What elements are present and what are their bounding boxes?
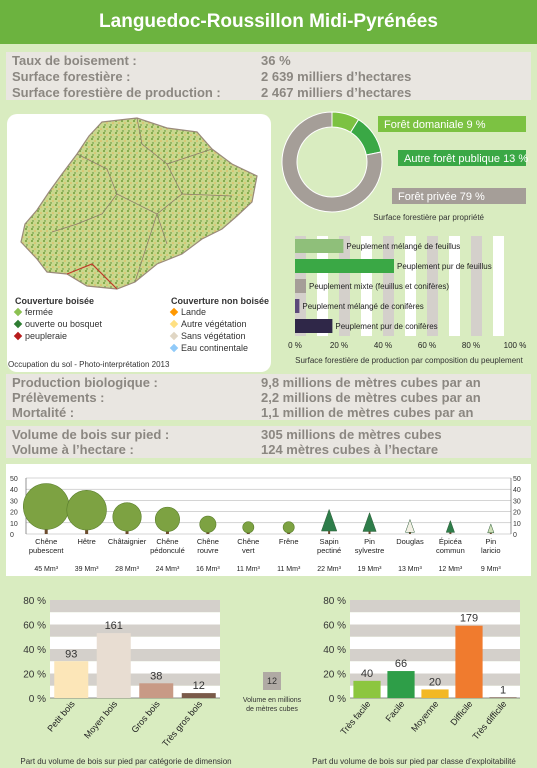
species-label: Chêne [156,537,179,546]
y-tick-label-right: 10 [513,520,521,528]
species-label: pédonculé [150,546,185,555]
species-volume-label: 12 Mm³ [438,566,463,573]
exploitability-bar-chart [296,578,532,768]
tree-conifer [363,513,376,532]
legend-nonboisee-title: Couverture non boisée [171,296,270,306]
species-label: Sapin [319,537,339,546]
bar-value-label: 40 [360,667,374,680]
composition-bar-label: Peuplement pur de feuillus [397,262,492,271]
stat-value-surface: 2 639 milliers d’hectares [261,69,412,84]
region-map-shape [7,114,271,294]
y-tick-label: 60 % [323,620,346,632]
bar-value-label: 20 [428,676,442,689]
stat-label-surface-prod: Surface forestière de production : [12,85,221,100]
stats-production-band [6,374,531,420]
species-volume-label: 45 Mm³ [34,566,59,573]
volume-legend-label: Volume en millions de mètres cubes [242,697,302,713]
y-tick-label: 80 % [323,596,346,607]
grid-stripe [471,236,482,336]
y-tick-label-left: 20 [10,509,18,517]
x-tick-label: 40 % [373,341,393,350]
tree-crown [67,490,107,530]
species-label: Chêne [237,537,260,546]
volume-legend-box: 12 [263,672,281,690]
x-tick-label: 20 % [329,341,349,350]
tree-crown [200,516,216,532]
bar-value-label: 161 [104,620,123,633]
diamond-icon [170,344,178,352]
legend-item: Sans végétation [171,330,269,342]
grid-band [350,612,520,624]
species-volume-label: 9 Mm³ [480,566,501,573]
category-label: Très facile [338,698,373,737]
category-label: Moyen bois [82,698,120,741]
composition-bar-label: Peuplement mixte (feuillus et conifères) [309,282,450,291]
category-label: Très difficile [470,698,509,742]
y-tick-label-right: 50 [513,476,521,483]
species-label: commun [435,546,465,555]
legend-item: Autre végétation [171,318,269,330]
diamond-icon [170,308,178,316]
legend-item: peupleraie [15,330,102,342]
tree-crown [23,484,69,530]
tree-crown [243,522,254,533]
bar-value-label: 12 [192,680,205,693]
donut-label: Forêt domaniale 9 % [384,119,486,131]
legend-item: fermée [15,306,102,318]
donut-caption: Surface forestière par propriété [373,213,484,222]
map-caption: Occupation du sol - Photo-interprétation 2013 [8,360,170,369]
stat-label-taux: Taux de boisement : [12,53,137,68]
grid-band [50,612,220,624]
species-label: rouvre [197,546,219,555]
species-volume-label: 39 Mm³ [74,566,99,573]
grid-band [350,637,520,649]
stat-value-volume-ha: 124 mètres cubes à l’hectare [261,442,439,457]
species-volume-label: 22 Mm³ [317,566,341,573]
y-tick-label-left: 0 [10,532,14,539]
category-label: Gros bois [129,698,162,735]
diamond-icon [170,332,178,340]
composition-bar [295,259,394,273]
y-tick-label: 0 % [28,694,46,705]
species-label: sylvestre [354,546,385,555]
composition-bar-chart [285,232,533,370]
species-label: laricio [480,546,501,555]
legend-boisee-title: Couverture boisée [15,296,95,306]
x-tick-label: 100 % [503,341,527,350]
legend-item: Eau continentale [171,342,269,354]
donut-label: Forêt privée 79 % [398,191,485,203]
species-volume-chart [6,464,531,576]
stat-value-surface-prod: 2 467 milliers d’hectares [261,85,412,100]
stat-label-production: Production biologique : [12,375,158,390]
category-label: Petit bois [45,698,77,734]
species-volume-label: 19 Mm³ [357,566,382,573]
bar-value-label: 1 [499,684,507,697]
bar-value-label: 38 [150,670,163,683]
bar [353,681,380,698]
stat-value-prelevements: 2,2 millions de mètres cubes par an [261,390,481,405]
grid-band [350,661,520,673]
diamond-icon [170,320,178,328]
stats-volume-band [6,426,531,458]
y-tick-label-left: 50 [10,476,18,483]
grid-band [350,649,520,661]
grid-band [50,625,220,637]
bar [97,633,131,698]
tree-conifer [321,509,336,531]
stat-value-mortalite: 1,1 million de mètres cubes par an [261,405,474,420]
grid-band [50,637,220,649]
bar [421,689,448,698]
species-label: Châtaignier [107,537,147,546]
grid-band [350,625,520,637]
bar [182,693,216,698]
species-label: Douglas [396,537,424,546]
legend-item: ouverte ou bosquet [15,318,102,330]
stat-label-surface: Surface forestière : [12,69,131,84]
tree-conifer [488,524,494,533]
y-tick-label: 40 % [323,645,346,656]
bar-value-label: 93 [65,648,78,661]
x-tick-label: 0 % [288,341,302,350]
bar-value-label: 66 [394,658,408,671]
chart-caption: Part du volume de bois sur pied par catégorie de dimension [20,757,232,766]
species-label: Pin [485,537,497,546]
tree-crown [283,522,294,533]
dimension-bar-chart [6,578,246,768]
y-tick-label: 40 % [23,645,46,656]
y-tick-label-left: 10 [10,520,18,528]
species-label: Hêtre [77,537,96,546]
legend-boisee [15,296,102,342]
species-volume-label: 16 Mm³ [196,566,220,573]
bar [54,661,88,698]
stat-value-volume: 305 millions de mètres cubes [261,427,442,442]
species-volume-label: 11 Mm³ [277,566,301,573]
category-label: Moyenne [409,698,441,734]
y-tick-label: 20 % [23,669,46,681]
category-label: Facile [383,698,407,724]
chart-caption: Part du volume de bois sur pied par classe d’exploitabilité [312,757,516,766]
legend-item: Lande [171,306,269,318]
composition-bar [295,239,343,253]
donut-label: Autre forêt publique 13 % [404,153,529,165]
y-tick-label-left: 30 [10,498,18,506]
grid-band [50,600,220,612]
donut-slice [351,120,381,155]
y-tick-label: 80 % [23,596,46,607]
stat-label-mortalite: Mortalité : [12,405,75,420]
page-title: Languedoc-Roussillon Midi-Pyrénées [0,0,537,44]
y-tick-label-left: 40 [10,487,18,495]
species-label: pubescent [28,546,64,555]
tree-crown [155,507,179,531]
tree-conifer [446,521,454,533]
composition-bar [295,319,332,333]
stat-value-production: 9,8 millions de mètres cubes par an [261,375,481,390]
stat-label-prelevements: Prélèvements : [12,390,105,405]
bar [489,697,516,698]
stats-forest-band [6,52,531,100]
diamond-icon [14,308,22,316]
bar [139,683,173,698]
species-label: Chêne [196,537,219,546]
bar [455,626,482,698]
composition-bar [295,299,299,313]
composition-caption: Surface forestière de production par composition du peuplement [295,356,523,365]
stat-label-volume: Volume de bois sur pied : [12,427,170,442]
composition-bar [295,279,306,293]
diamond-icon [14,320,22,328]
x-tick-label: 60 % [417,341,437,350]
species-label: Frêne [278,537,299,546]
composition-bar-label: Peuplement pur de conifères [335,322,438,331]
land-cover-map [7,114,271,372]
category-label: Très gros bois [160,698,205,749]
y-tick-label: 0 % [328,694,346,705]
species-label: Chêne [35,537,58,546]
bar [387,671,414,698]
y-tick-label-right: 30 [513,498,521,506]
species-label: vert [242,546,255,555]
volume-legend [242,672,302,714]
y-tick-label-right: 0 [513,532,517,539]
legend-nonboisee [171,296,269,354]
y-tick-label-right: 40 [513,487,521,495]
donut-chart [276,108,534,224]
composition-bar-label: Peuplement mélangé de conifères [302,302,424,311]
diamond-icon [14,332,22,340]
bar-value-label: 179 [459,612,479,625]
y-tick-label: 20 % [323,669,346,681]
y-tick-label: 60 % [23,620,46,632]
composition-bar-label: Peuplement mélangé de feuillus [346,242,461,251]
species-volume-label: 28 Mm³ [115,566,139,573]
x-tick-label: 80 % [461,341,481,350]
stat-value-taux: 36 % [261,53,291,68]
species-label: Pin [364,537,375,546]
species-label: pectiné [317,546,342,555]
y-tick-label-right: 20 [513,509,521,517]
grid-stripe [493,236,504,336]
category-label: Difficile [448,698,475,728]
grid-band [350,600,520,612]
stat-label-volume-ha: Volume à l’hectare : [12,442,134,457]
tree-conifer [405,519,414,532]
species-volume-label: 13 Mm³ [398,566,422,573]
species-volume-label: 24 Mm³ [155,566,180,573]
grid-stripe [449,236,460,336]
species-volume-label: 11 Mm³ [236,566,260,573]
tree-crown [113,503,142,532]
species-label: Épicéa [438,537,462,546]
